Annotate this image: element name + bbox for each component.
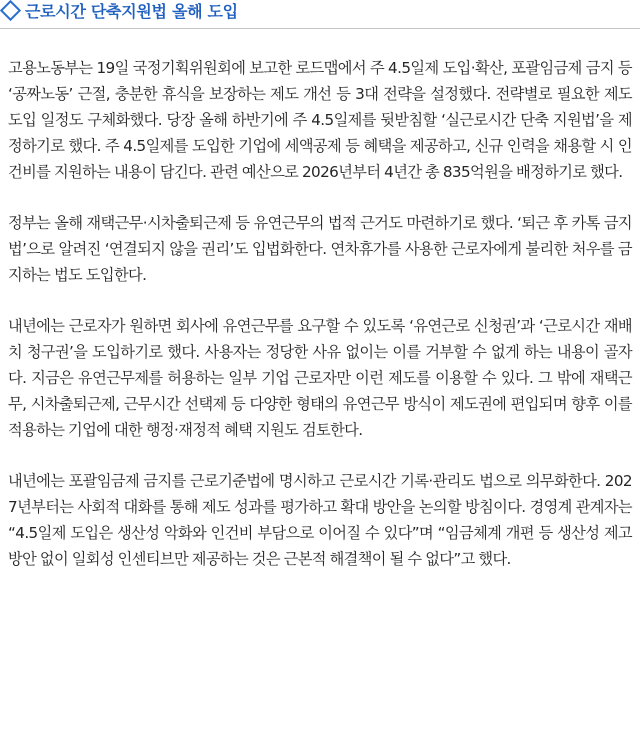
section-header xyxy=(0,0,640,29)
paragraph-comprehensive-wage-ban: 내년에는 포괄임금제 금지를 근로기준법에 명시하고 근로시간 기록·관리도 법으로 의무화한다. 2027년부터는 사회적 대화를 통해 제도 성과를 평가하고 확대 방안을 논의할 방침이다. 경영계 관계자는 “4.5일제 도입은 생산성 악화와 인건비 부담으로 이어질 수 있다”며 “임금체계 개편 등 생산성 제고 방안 없이 일회성 인센티브만 제공하는 것은 근본적 해결책이 될 수 없다”고 했다. xyxy=(8,472,632,568)
paragraph-flexible-work-request-right: 내년에는 근로자가 원하면 회사에 유연근무를 요구할 수 있도록 ‘유연근로 신청권’과 ‘근로시간 재배치 청구권’을 도입하기로 했다. 사용자는 정당한 사유 없이는 이를 거부할 수 없게 하는 내용이 골자다. 지금은 유연근무제를 허용하는 일부 기업 근로자만 이런 제도를 이용할 수 있다. 그 밖에 재택근무, 시차출퇴근제, 근무시간 선택제 등 다양한 형태의 유연근무 방식이 제도권에 편입되며 향후 이를 적용하는 기업에 대한 행정·재정적 혜택 지원도 검토한다. xyxy=(8,317,632,439)
header-divider xyxy=(0,28,640,29)
diamond-icon xyxy=(0,0,21,21)
paragraph-roadmap: 고용노동부는 19일 국정기획위원회에 보고한 로드맵에서 주 4.5일제 도입·확산, 포괄임금제 금지 등 ‘공짜노동’ 근절, 충분한 휴식을 보장하는 제도 개선 등 3대 전략을 설정했다. 전략별로 필요한 제도 도입 일정도 구체화했다. 당장 올해 하반기에 주 4.5일제를 뒷받침할 ‘실근로시간 단축 지원법’을 제정하기로 했다. 주 4.5일제를 도입한 기업에 세액공제 등 혜택을 제공하고, 신규 인력을 채용할 시 인건비를 지원하는 내용이 담긴다. 관련 예산으로 2026년부터 4년간 총 835억원을 배정하기로 했다. xyxy=(8,59,632,181)
section-title: 근로시간 단축지원법 올해 도입 xyxy=(25,2,238,21)
article-body xyxy=(8,55,632,572)
paragraph-flexible-work-legal-basis: 정부는 올해 재택근무·시차출퇴근제 등 유연근무의 법적 근거도 마련하기로 했다. ‘퇴근 후 카톡 금지법’으로 알려진 ‘연결되지 않을 권리’도 입법화한다. 연차휴가를 사용한 근로자에게 불리한 처우를 금지하는 법도 도입한다. xyxy=(8,214,632,284)
